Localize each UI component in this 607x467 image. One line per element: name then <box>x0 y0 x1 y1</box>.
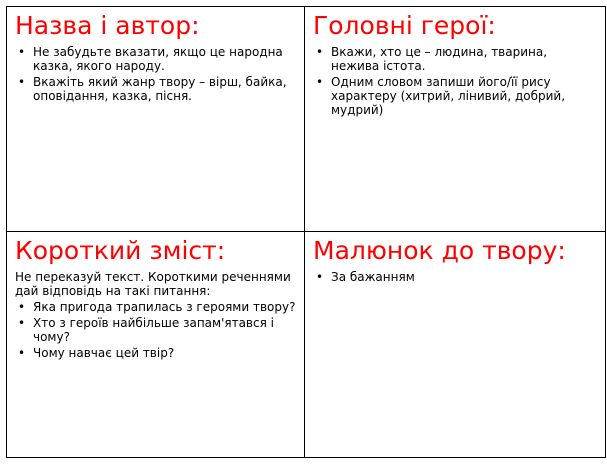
card-title-author <box>6 6 304 231</box>
bullet-list <box>15 45 296 103</box>
list-item: • Не забудьте вказати, якщо це народна казка, якого народу. <box>15 45 296 73</box>
card-intro: Не переказуй текст. Короткими реченнями дай відповідь на такі питання: <box>15 270 291 298</box>
list-item: • Вкажіть який жанр твору – вірш, байка, оповідання, казка, пісня. <box>15 75 296 103</box>
list-item: • Одним словом запиши його/її рису характеру (хитрий, лінивий, добрий, мудрий) <box>313 75 597 117</box>
bullet-list <box>313 270 597 284</box>
card-main-characters <box>304 6 606 231</box>
card-title: Назва і автор: <box>15 11 200 40</box>
reading-card-grid <box>6 6 606 458</box>
card-title: Головні герої: <box>313 11 496 40</box>
bullet-list <box>313 45 597 117</box>
list-item: • За бажанням <box>313 270 597 284</box>
card-summary <box>6 231 304 458</box>
card-title: Малюнок до твору: <box>313 236 566 265</box>
bullet-list <box>15 300 296 360</box>
list-item: • Чому навчає цей твір? <box>15 346 296 360</box>
card-drawing <box>304 231 606 458</box>
list-item: • Яка пригода трапилась з героями твору? <box>15 300 296 314</box>
card-title: Короткий зміст: <box>15 236 226 265</box>
list-item: • Хто з героїв найбільше запам'ятався і чому? <box>15 316 296 344</box>
list-item: • Вкажи, хто це – людина, тварина, нежива істота. <box>313 45 597 73</box>
